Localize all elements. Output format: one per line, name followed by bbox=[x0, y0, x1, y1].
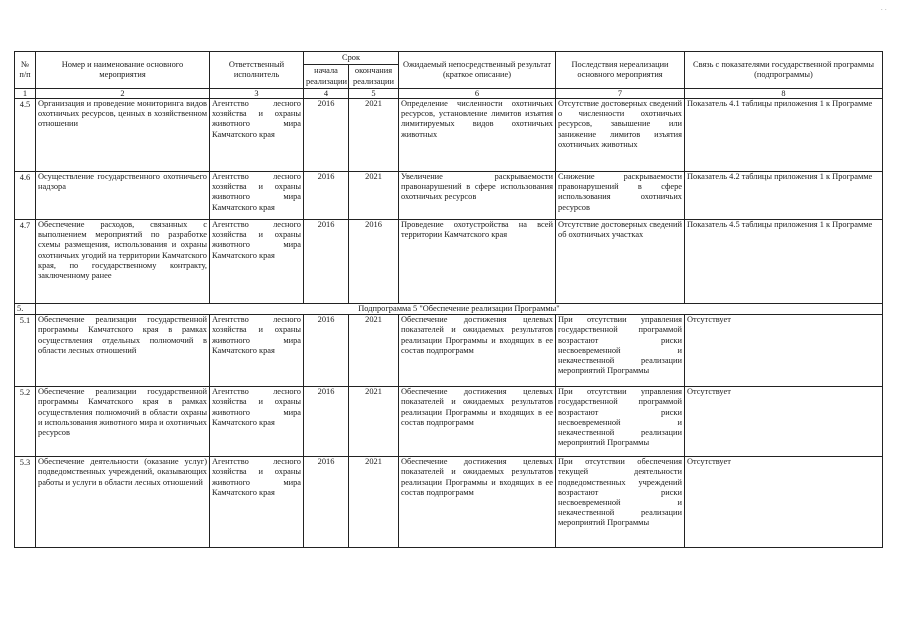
non-implementation-consequences: При отсутствии обеспечения текущей деятельности подведомственных учреждений возрастают риски несвоевременной и некачественной реализации мероприятий Программы bbox=[556, 457, 685, 548]
end-year: 2016 bbox=[349, 220, 399, 304]
indicator-link: Показатель 4.2 таблицы приложения 1 к Программе bbox=[685, 172, 883, 220]
end-year: 2021 bbox=[349, 457, 399, 548]
column-number: 1 bbox=[15, 89, 36, 99]
header-end: окончания реализации bbox=[349, 65, 399, 89]
start-year: 2016 bbox=[304, 315, 349, 387]
table-row bbox=[15, 99, 883, 172]
non-implementation-consequences: При отсутствии управления государственной программой возрастают риски несвоевременной и некачественной реализации мероприятий Программы bbox=[556, 315, 685, 387]
indicator-link: Показатель 4.1 таблицы приложения 1 к Программе bbox=[685, 99, 883, 172]
end-year: 2021 bbox=[349, 172, 399, 220]
activity-name: Организация и проведение мониторинга видов охотничьих ресурсов, ценных в хозяйственном отношении bbox=[36, 99, 210, 172]
header-result: Ожидаемый непосредственный результат (краткое описание) bbox=[399, 52, 556, 89]
row-number: 4.5 bbox=[15, 99, 36, 172]
header-num: № п/п bbox=[15, 52, 36, 89]
activity-name: Осуществление государственного охотничьего надзора bbox=[36, 172, 210, 220]
expected-result: Определение численности охотничьих ресурсов, установление лимитов изъятия лимитируемых видов охотничьих животных bbox=[399, 99, 556, 172]
indicator-link: Отсутствует bbox=[685, 457, 883, 548]
expected-result: Обеспечение достижения целевых показателей и ожидаемых результатов реализации Программы и входящих в ее состав подпрограмм bbox=[399, 387, 556, 457]
responsible-executor: Агентство лесного хозяйства и охраны животного мира Камчатского края bbox=[210, 315, 304, 387]
activity-name: Обеспечение расходов, связанных с выполнением мероприятий по разработке схемы размещения, использования и охраны охотничьих угодий на территории Камчатского края, по государственному контракту, заключенному ранее bbox=[36, 220, 210, 304]
start-year: 2016 bbox=[304, 172, 349, 220]
scan-speck: · · bbox=[880, 6, 887, 14]
column-number-row bbox=[15, 89, 883, 99]
column-number: 5 bbox=[349, 89, 399, 99]
table-row bbox=[15, 315, 883, 387]
column-number: 8 bbox=[685, 89, 883, 99]
end-year: 2021 bbox=[349, 99, 399, 172]
column-number: 7 bbox=[556, 89, 685, 99]
row-number: 4.7 bbox=[15, 220, 36, 304]
expected-result: Увеличение раскрываемости правонарушений в сфере использования охотничьих ресурсов bbox=[399, 172, 556, 220]
table-header bbox=[15, 52, 883, 99]
table-row bbox=[15, 172, 883, 220]
table-body-subprogram-4 bbox=[15, 99, 883, 304]
column-number: 3 bbox=[210, 89, 304, 99]
end-year: 2021 bbox=[349, 315, 399, 387]
start-year: 2016 bbox=[304, 387, 349, 457]
table-row bbox=[15, 220, 883, 304]
column-number: 2 bbox=[36, 89, 210, 99]
expected-result: Обеспечение достижения целевых показателей и ожидаемых результатов реализации Программы и входящих в ее состав подпрограмм bbox=[399, 315, 556, 387]
responsible-executor: Агентство лесного хозяйства и охраны животного мира Камчатского края bbox=[210, 457, 304, 548]
activity-name: Обеспечение реализации государственной программы Камчатского края в рамках осуществления полномочий в области охраны и использования животного мира и охотничьих ресурсов bbox=[36, 387, 210, 457]
column-number: 6 bbox=[399, 89, 556, 99]
non-implementation-consequences: Снижение раскрываемости правонарушений в сфере использования охотничьих ресурсов bbox=[556, 172, 685, 220]
non-implementation-consequences: При отсутствии управления государственной программой возрастают риски несвоевременной и некачественной реализации мероприятий Программы bbox=[556, 387, 685, 457]
table-row bbox=[15, 387, 883, 457]
end-year: 2021 bbox=[349, 387, 399, 457]
header-link: Связь с показателями государственной программы (подпрограммы) bbox=[685, 52, 883, 89]
header-term: Срок bbox=[304, 52, 399, 65]
expected-result: Проведение охотустройства на всей территории Камчатского края bbox=[399, 220, 556, 304]
header-name: Номер и наименование основного мероприятия bbox=[36, 52, 210, 89]
responsible-executor: Агентство лесного хозяйства и охраны животного мира Камчатского края bbox=[210, 220, 304, 304]
start-year: 2016 bbox=[304, 457, 349, 548]
expected-result: Обеспечение достижения целевых показателей и ожидаемых результатов реализации Программы и входящих в ее состав подпрограмм bbox=[399, 457, 556, 548]
indicator-link: Отсутствует bbox=[685, 387, 883, 457]
section-subprogram-5 bbox=[15, 304, 883, 315]
section-num: 5. bbox=[15, 304, 36, 315]
responsible-executor: Агентство лесного хозяйства и охраны животного мира Камчатского края bbox=[210, 172, 304, 220]
start-year: 2016 bbox=[304, 99, 349, 172]
activity-name: Обеспечение реализации государственной программы Камчатского края в рамках осуществления отдельных полномочий в области лесных отношений bbox=[36, 315, 210, 387]
row-number: 5.2 bbox=[15, 387, 36, 457]
non-implementation-consequences: Отсутствие достоверных сведений о численности охотничьих ресурсов, завышение или занижение лимитов изъятия охотничьих животных bbox=[556, 99, 685, 172]
table-body-subprogram-5 bbox=[15, 315, 883, 548]
header-consequences: Последствия нереализации основного мероприятия bbox=[556, 52, 685, 89]
section-title: Подпрограмма 5 "Обеспечение реализации Программы" bbox=[36, 304, 883, 315]
activities-table bbox=[14, 51, 883, 548]
column-number: 4 bbox=[304, 89, 349, 99]
non-implementation-consequences: Отсутствие достоверных сведений об охотничьих участках bbox=[556, 220, 685, 304]
activity-name: Обеспечение деятельности (оказание услуг) подведомственных учреждений, оказывающих работы и услуги в области лесных отношений bbox=[36, 457, 210, 548]
header-start: начала реализации bbox=[304, 65, 349, 89]
row-number: 4.6 bbox=[15, 172, 36, 220]
row-number: 5.3 bbox=[15, 457, 36, 548]
header-executor: Ответственный исполнитель bbox=[210, 52, 304, 89]
indicator-link: Показатель 4.5 таблицы приложения 1 к Программе bbox=[685, 220, 883, 304]
start-year: 2016 bbox=[304, 220, 349, 304]
table-row bbox=[15, 457, 883, 548]
indicator-link: Отсутствует bbox=[685, 315, 883, 387]
responsible-executor: Агентство лесного хозяйства и охраны животного мира Камчатского края bbox=[210, 387, 304, 457]
responsible-executor: Агентство лесного хозяйства и охраны животного мира Камчатского края bbox=[210, 99, 304, 172]
row-number: 5.1 bbox=[15, 315, 36, 387]
